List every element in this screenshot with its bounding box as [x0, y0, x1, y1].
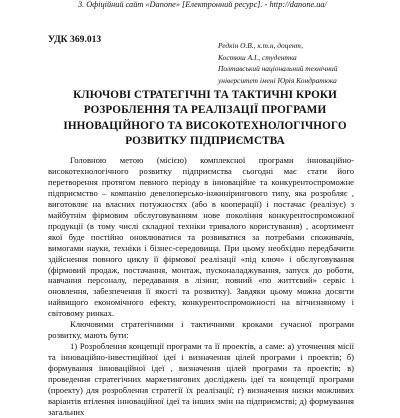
paragraph: Ключовими стратегічними і тактичними кроками сучасної програми розвитку, мають бути: [48, 319, 354, 341]
paragraph: Головною метою (місією) комплексної програми інноваційно-високотехнологічного розвитку підприємства сьогодні має стати його перетворення протягом певного періоду в інноваційне та конкурентоспроможне підприємство – компанію девелоперсько-інжинірингового типу, яка розробляє , виготовляє на власних потужностях (або в кооперації) і постачає (реалізує) з майбутнім фірмовим обслуговуванням нове покоління конкурентоспроможної продукції (в тому числі складної техніки тривалого користування) , асортимент якої буде постійно оновлюватися та розвиватися за потребами споживачів, вимогами науки, техніки і бізнес-середовища. При цьому необхідно передбачити здійснення повного циклу її фірмової реалізації «під ключ» і обслуговування (фірмовий продаж, постачання, монтаж, пусконаладжування, запуск до роботи, навчання персоналу, передавання в лізинг, повний «по життєвий» сервіс і оновлення, забезпечення її якості та розвитку). Завдяки цьому можна досягти найвищого економічного ефекту, конкурентоспроможності на вітчизняному і світовому ринках. [48, 155, 354, 319]
author-affiliation: Полтавський національний технічний [218, 64, 338, 74]
title-line: РОЗРОБЛЕННЯ ТА РЕАЛІЗАЦІЇ ПРОГРАМИ [83, 104, 327, 117]
author-affiliation: університет імені Юрія Кондратюка [218, 75, 337, 85]
author-block [218, 40, 394, 86]
author-line: Редкін О.В., к.т.н, доцент, [218, 41, 303, 50]
title-line: ІННОВАЦІЙНОГО ТА ВИСОКОТЕХНОЛОГІЧНОГО [63, 119, 347, 132]
reference-line: 3. Офіційний сайт «Danone» [Електронний ресурс]. - http://danone.ua/ [78, 0, 327, 9]
paper-title [40, 88, 370, 150]
author-line: Костюш А.І., студентка [218, 52, 297, 62]
title-line: КЛЮЧОВІ СТРАТЕГІЧНІ ТА ТАКТИЧНІ КРОКИ [73, 89, 337, 101]
body-text [48, 155, 354, 418]
paragraph: 1) Розроблення концепції програми та її проектів, а саме: а) уточнення місії та інноваційно-інвестиційної ідеї і визначення цілей програми і проектів; б) формування інноваційної ідеї , визначення цілей програми та проектів; в) проведення стратегічних маркетингових досліджень ідеї та концепції програми (проекту) для розроблення стратегії їх реалізації; г) визначення низки можливих варіантів втілення інноваційної ідеї та інших змін на підприємстві; д) формування загальних [48, 341, 354, 417]
title-line: РОЗВИТКУ ПІДПРИЄМСТВА [125, 135, 285, 148]
udk-code: УДК 369.013 [48, 34, 102, 45]
